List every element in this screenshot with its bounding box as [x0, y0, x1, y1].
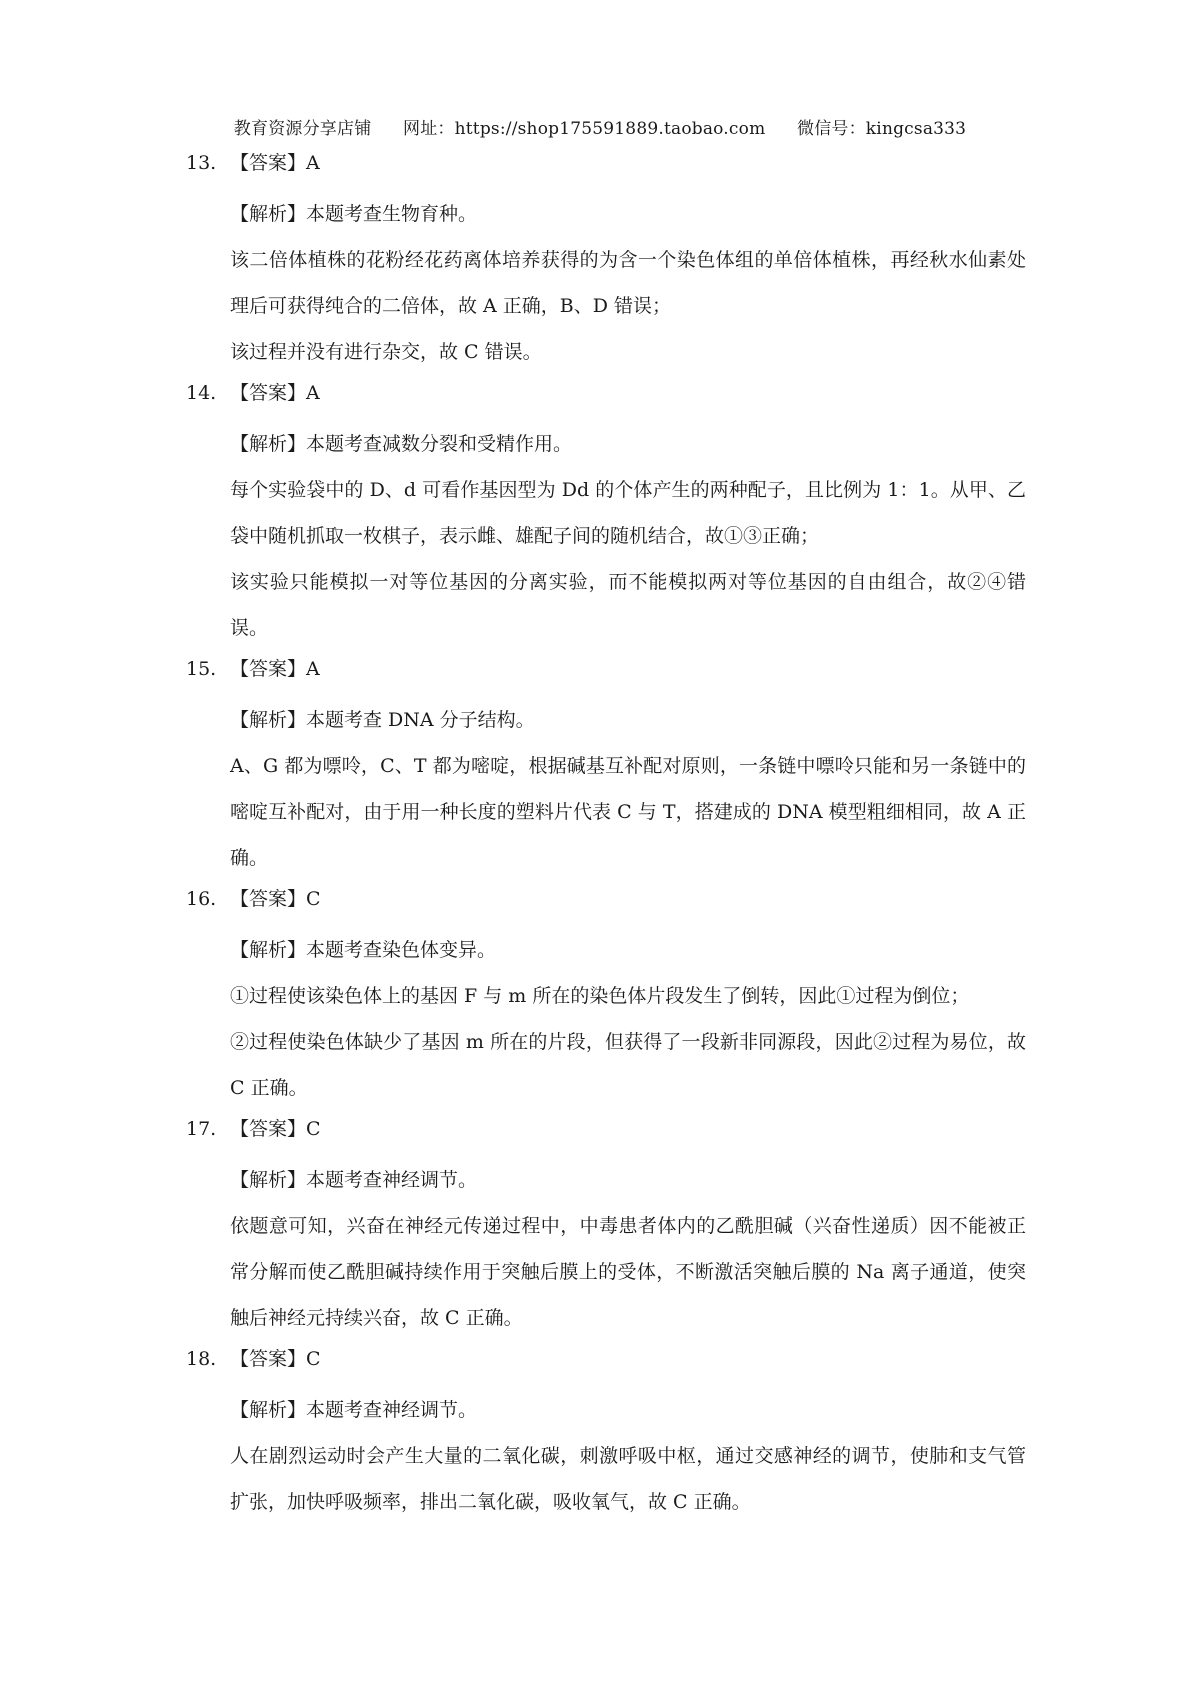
- analysis-paragraph: ①过程使该染色体上的基因 F 与 m 所在的染色体片段发生了倒转，因此①过程为倒位；: [230, 985, 970, 1007]
- answer-label: 【答案】C: [230, 1118, 321, 1140]
- analysis-heading: 【解析】本题考查染色体变异。: [230, 939, 497, 961]
- analysis-paragraph: 人在剧烈运动时会产生大量的二氧化碳，刺激呼吸中枢，通过交感神经的调节，使肺和支气管扩张，加快呼吸频率，排出二氧化碳，吸收氧气，故 C 正确。: [230, 1445, 1026, 1513]
- question-15: [186, 651, 1026, 881]
- question-17: [186, 1111, 1026, 1341]
- analysis-paragraph: 该过程并没有进行杂交，故 C 错误。: [230, 341, 542, 363]
- question-number: 18.: [186, 1348, 217, 1370]
- question-number: 17.: [186, 1118, 217, 1140]
- analysis-heading: 【解析】本题考查减数分裂和受精作用。: [230, 433, 573, 455]
- analysis-paragraph: 该二倍体植株的花粉经花药离体培养获得的为含一个染色体组的单倍体植株，再经秋水仙素处理后可获得纯合的二倍体，故 A 正确，B、D 错误；: [230, 249, 1026, 317]
- analysis-paragraph: 每个实验袋中的 D、d 可看作基因型为 Dd 的个体产生的两种配子，且比例为 1：1。从甲、乙袋中随机抓取一枚棋子，表示雌、雄配子间的随机结合，故①③正确；: [230, 479, 1026, 547]
- page-header: [0, 114, 1200, 139]
- answer-label: 【答案】A: [230, 152, 320, 174]
- analysis-paragraph: 该实验只能模拟一对等位基因的分离实验，而不能模拟两对等位基因的自由组合，故②④错误。: [230, 571, 1026, 639]
- question-number: 16.: [186, 888, 217, 910]
- answer-label: 【答案】C: [230, 888, 321, 910]
- answer-explanations: [186, 145, 1026, 1525]
- answer-label: 【答案】C: [230, 1348, 321, 1370]
- analysis-paragraph: A、G 都为嘌呤，C、T 都为嘧啶，根据碱基互补配对原则，一条链中嘌呤只能和另一条链中的嘧啶互补配对，由于用一种长度的塑料片代表 C 与 T，搭建成的 DNA 模型粗细相同，故 A 正确。: [230, 755, 1026, 869]
- header-shop-name: 教育资源分享店铺: [233, 119, 372, 139]
- answer-label: 【答案】A: [230, 382, 320, 404]
- question-number: 14.: [186, 382, 217, 404]
- analysis-heading: 【解析】本题考查 DNA 分子结构。: [230, 709, 535, 731]
- analysis-heading: 【解析】本题考查生物育种。: [230, 203, 478, 225]
- analysis-paragraph: ②过程使染色体缺少了基因 m 所在的片段，但获得了一段新非同源段，因此②过程为易位，故 C 正确。: [230, 1031, 1026, 1099]
- question-18: [186, 1341, 1026, 1525]
- analysis-heading: 【解析】本题考查神经调节。: [230, 1169, 478, 1191]
- question-14: [186, 375, 1026, 651]
- header-wechat: 微信号：kingcsa333: [797, 119, 967, 139]
- question-16: [186, 881, 1026, 1111]
- question-number: 13.: [186, 152, 217, 174]
- analysis-paragraph: 依题意可知，兴奋在神经元传递过程中，中毒患者体内的乙酰胆碱（兴奋性递质）因不能被正常分解而使乙酰胆碱持续作用于突触后膜上的受体，不断激活突触后膜的 Na 离子通道，使突触后神经元持续兴奋，故 C 正确。: [230, 1215, 1026, 1329]
- analysis-heading: 【解析】本题考查神经调节。: [230, 1399, 478, 1421]
- question-13: [186, 145, 1026, 375]
- question-number: 15.: [186, 658, 217, 680]
- header-website: 网址：https://shop175591889.taobao.com: [403, 119, 766, 139]
- answer-label: 【答案】A: [230, 658, 320, 680]
